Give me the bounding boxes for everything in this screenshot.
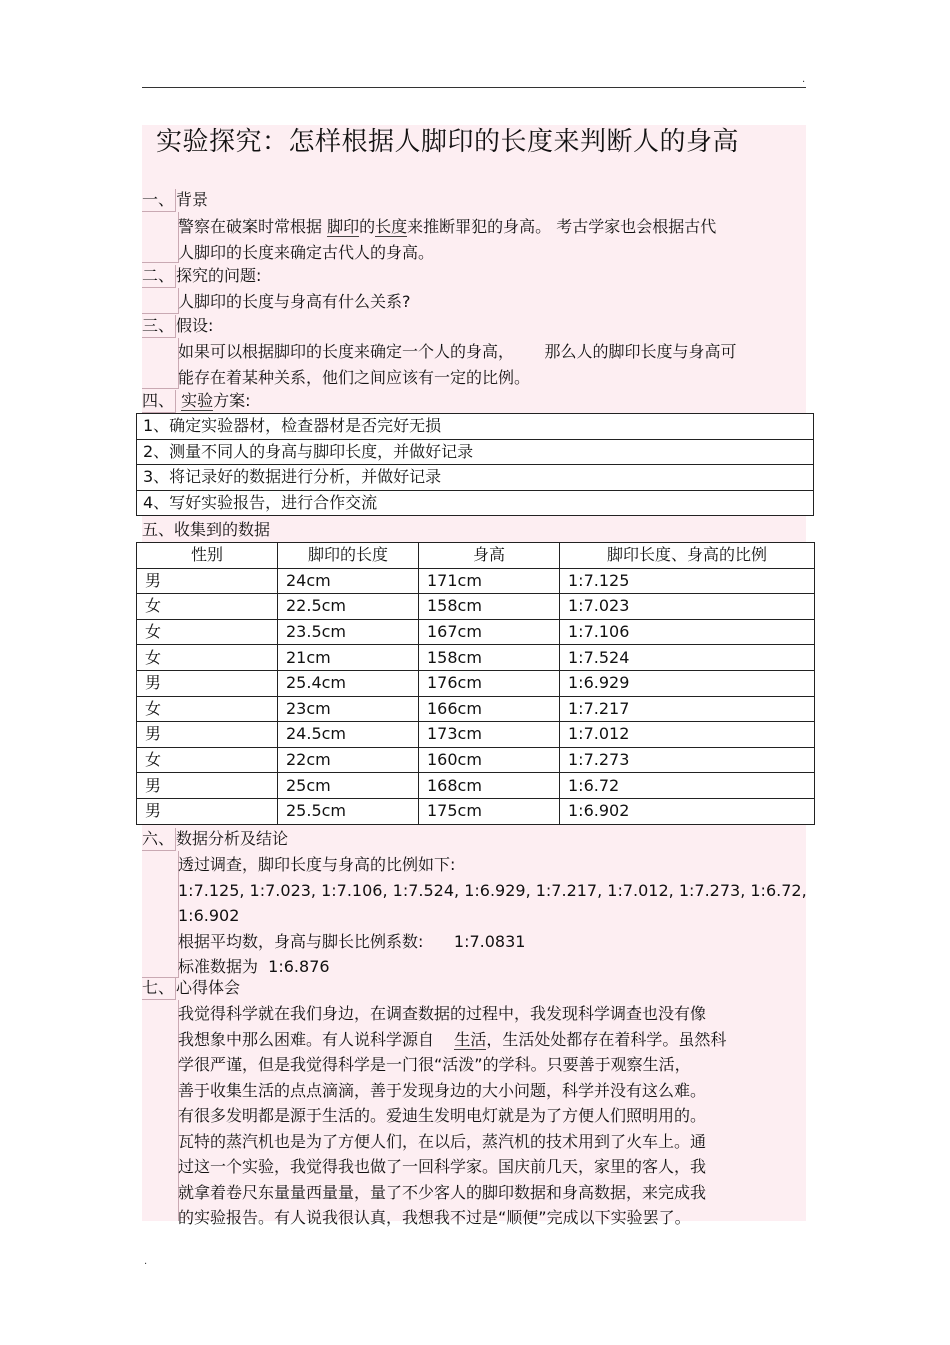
- column-header-gender: 性别: [137, 543, 278, 569]
- table-row: [137, 798, 815, 824]
- analysis-line1: 透过调查，脚印长度与身高的比例如下:: [178, 855, 456, 874]
- plan-step-row: [137, 465, 814, 491]
- cell-height: 167cm: [419, 619, 560, 645]
- cell-height: 173cm: [419, 722, 560, 748]
- background-text: [178, 214, 716, 265]
- section-analysis-heading: [142, 828, 288, 851]
- reflection-line: 我觉得科学就在我们身边，在调查数据的过程中，我发现科学调查也没有像: [178, 1004, 707, 1023]
- section-plan-heading: [142, 390, 251, 413]
- cell-gender: 女: [137, 645, 278, 671]
- section-label: 收集到的数据: [174, 520, 271, 539]
- cell-height: 176cm: [419, 670, 560, 696]
- cell-foot-length: 23cm: [278, 696, 419, 722]
- cell-foot-length: 25.4cm: [278, 670, 419, 696]
- document-title: 实验探究：怎样根据人脚印的长度来判断人的身高: [156, 127, 740, 157]
- section-label: 探究的问题:: [176, 266, 262, 285]
- cell-foot-length: 21cm: [278, 645, 419, 671]
- indent-marker: [142, 338, 179, 389]
- cell-ratio: 1:7.125: [560, 568, 815, 594]
- reflection-line: 就拿着卷尺东量量西量量，量了不少客人的脚印数据和身高数据，来完成我: [178, 1182, 707, 1202]
- table-row: [137, 568, 815, 594]
- indent-marker: [142, 212, 179, 263]
- table-row: [137, 696, 815, 722]
- section-label: 假设:: [176, 316, 214, 335]
- cell-gender: 男: [137, 773, 278, 799]
- indent-marker: [142, 288, 179, 314]
- section-hypothesis-heading: [142, 315, 213, 338]
- cell-ratio: 1:6.72: [560, 773, 815, 799]
- analysis-ratios-cont: 1:6.902: [178, 906, 240, 925]
- bg-text-length: 长度: [375, 217, 408, 236]
- analysis-ratios: 1:7.125, 1:7.023, 1:7.106, 1:7.524, 1:6.929, 1:7.217, 1:7.012, 1:7.273, 1:6.72,: [178, 880, 807, 900]
- cell-gender: 女: [137, 594, 278, 620]
- reflection-line: 学很严谨，但是我觉得科学是一门很“活泼”的学科。只要善于观察生活，: [178, 1055, 691, 1074]
- plan-step-row: [137, 414, 814, 440]
- cell-foot-length: 23.5cm: [278, 619, 419, 645]
- cell-foot-length: 25cm: [278, 773, 419, 799]
- reflection-line: 善于收集生活的点点滴滴，善于发现身边的大小问题，科学并没有这么难。: [178, 1080, 707, 1100]
- cell-gender: 女: [137, 619, 278, 645]
- hypothesis-line2: 能存在着某种关系，他们之间应该有一定的比例。: [178, 367, 531, 387]
- column-header-foot-length: 脚印的长度: [278, 543, 419, 569]
- section-background-heading: [142, 189, 208, 212]
- table-row: [137, 645, 815, 671]
- question-line: 人脚印的长度与身高有什么关系?: [178, 292, 411, 311]
- section-number: 五、: [142, 520, 175, 539]
- analysis-standard: 标准数据为 1:6.876: [178, 957, 330, 976]
- cell-ratio: 1:7.012: [560, 722, 815, 748]
- cell-gender: 男: [137, 568, 278, 594]
- plan-step: 2、测量不同人的身高与脚印长度，并做好记录: [137, 439, 814, 465]
- analysis-average: 根据平均数，身高与脚长比例系数: 1:7.0831: [178, 931, 526, 951]
- header-rule: [142, 87, 806, 88]
- section-label: 数据分析及结论: [176, 829, 289, 848]
- bg-text-a: 警察在破案时常根据: [178, 217, 323, 236]
- cell-foot-length: 25.5cm: [278, 798, 419, 824]
- section-label: 背景: [176, 190, 209, 209]
- cell-ratio: 1:7.273: [560, 747, 815, 773]
- section-number: 六、: [142, 828, 176, 851]
- indent-marker: [142, 851, 179, 978]
- bg-text-footprint: 脚印: [327, 217, 360, 236]
- plan-step: 4、写好实验报告，进行合作交流: [137, 490, 814, 516]
- section-label-b: 方案:: [213, 391, 251, 410]
- reflection-text: [178, 1001, 726, 1231]
- column-header-ratio: 脚印长度、身高的比例: [560, 543, 815, 569]
- cell-foot-length: 22cm: [278, 747, 419, 773]
- cell-height: 168cm: [419, 773, 560, 799]
- reflection-line: 瓦特的蒸汽机也是为了方便人们，在以后，蒸汽机的技术用到了火车上。通: [178, 1131, 707, 1151]
- bg-text-line2: 人脚印的长度来确定古代人的身高。: [178, 242, 435, 262]
- cell-height: 158cm: [419, 594, 560, 620]
- bg-text-e: 来推断罪犯的身高。 考古学家也会根据古代: [407, 217, 717, 236]
- section-number: 七、: [142, 977, 176, 1000]
- cell-ratio: 1:6.929: [560, 670, 815, 696]
- cell-gender: 男: [137, 722, 278, 748]
- analysis-text: [178, 852, 807, 980]
- cell-foot-length: 24.5cm: [278, 722, 419, 748]
- section-number: 一、: [142, 189, 176, 212]
- plan-step: 3、将记录好的数据进行分析，并做好记录: [137, 465, 814, 491]
- plan-steps-table: [136, 413, 814, 516]
- cell-gender: 女: [137, 747, 278, 773]
- question-text: [178, 289, 411, 315]
- section-label: 心得体会: [176, 978, 241, 997]
- section-data-heading: [142, 519, 270, 541]
- section-number: 三、: [142, 315, 176, 338]
- cell-ratio: 1:7.524: [560, 645, 815, 671]
- hypothesis-text: [178, 339, 737, 390]
- table-row: [137, 594, 815, 620]
- section-number: 四、: [142, 390, 176, 413]
- column-header-height: 身高: [419, 543, 560, 569]
- hypothesis-line1: 如果可以根据脚印的长度来确定一个人的身高， 那么人的脚印长度与身高可: [178, 342, 737, 361]
- section-reflection-heading: [142, 977, 240, 1000]
- table-row: [137, 619, 815, 645]
- cell-ratio: 1:7.106: [560, 619, 815, 645]
- cell-height: 171cm: [419, 568, 560, 594]
- cell-ratio: 1:7.217: [560, 696, 815, 722]
- cell-foot-length: 22.5cm: [278, 594, 419, 620]
- table-row: [137, 722, 815, 748]
- indent-marker: [142, 1000, 179, 1221]
- cell-ratio: 1:7.023: [560, 594, 815, 620]
- table-row: [137, 773, 815, 799]
- cell-height: 175cm: [419, 798, 560, 824]
- table-row: [137, 670, 815, 696]
- plan-step-row: [137, 439, 814, 465]
- reflection-l2-c: ，生活处处都存在着科学。虽然科: [486, 1029, 727, 1049]
- section-question-heading: [142, 265, 261, 288]
- data-table: [136, 542, 815, 825]
- header-mark: .: [802, 74, 806, 85]
- reflection-line: 的实验报告。有人说我很认真，我想我不过是“顺便”完成以下实验罢了。: [178, 1208, 691, 1227]
- cell-height: 166cm: [419, 696, 560, 722]
- plan-step: 1、确定实验器材，检查器材是否完好无损: [137, 414, 814, 440]
- reflection-line: 过这一个实验，我觉得我也做了一回科学家。国庆前几天，家里的客人，我: [178, 1157, 707, 1176]
- cell-gender: 女: [137, 696, 278, 722]
- section-number: 二、: [142, 265, 176, 288]
- reflection-line: [178, 1027, 726, 1053]
- table-row: [137, 747, 815, 773]
- section-label-a: 实验: [181, 391, 214, 410]
- footer-mark: .: [144, 1256, 148, 1267]
- cell-gender: 男: [137, 798, 278, 824]
- plan-step-row: [137, 490, 814, 516]
- cell-ratio: 1:6.902: [560, 798, 815, 824]
- reflection-l2-a: 我想象中那么困难。有人说科学源自: [178, 1029, 455, 1049]
- reflection-l2-life: 生活: [454, 1029, 487, 1049]
- bg-text-c: 的: [359, 217, 376, 236]
- cell-gender: 男: [137, 670, 278, 696]
- table-header-row: [137, 543, 815, 569]
- cell-height: 158cm: [419, 645, 560, 671]
- reflection-line: 有很多发明都是源于生活的。爱迪生发明电灯就是为了方便人们照明用的。: [178, 1106, 707, 1125]
- cell-foot-length: 24cm: [278, 568, 419, 594]
- cell-height: 160cm: [419, 747, 560, 773]
